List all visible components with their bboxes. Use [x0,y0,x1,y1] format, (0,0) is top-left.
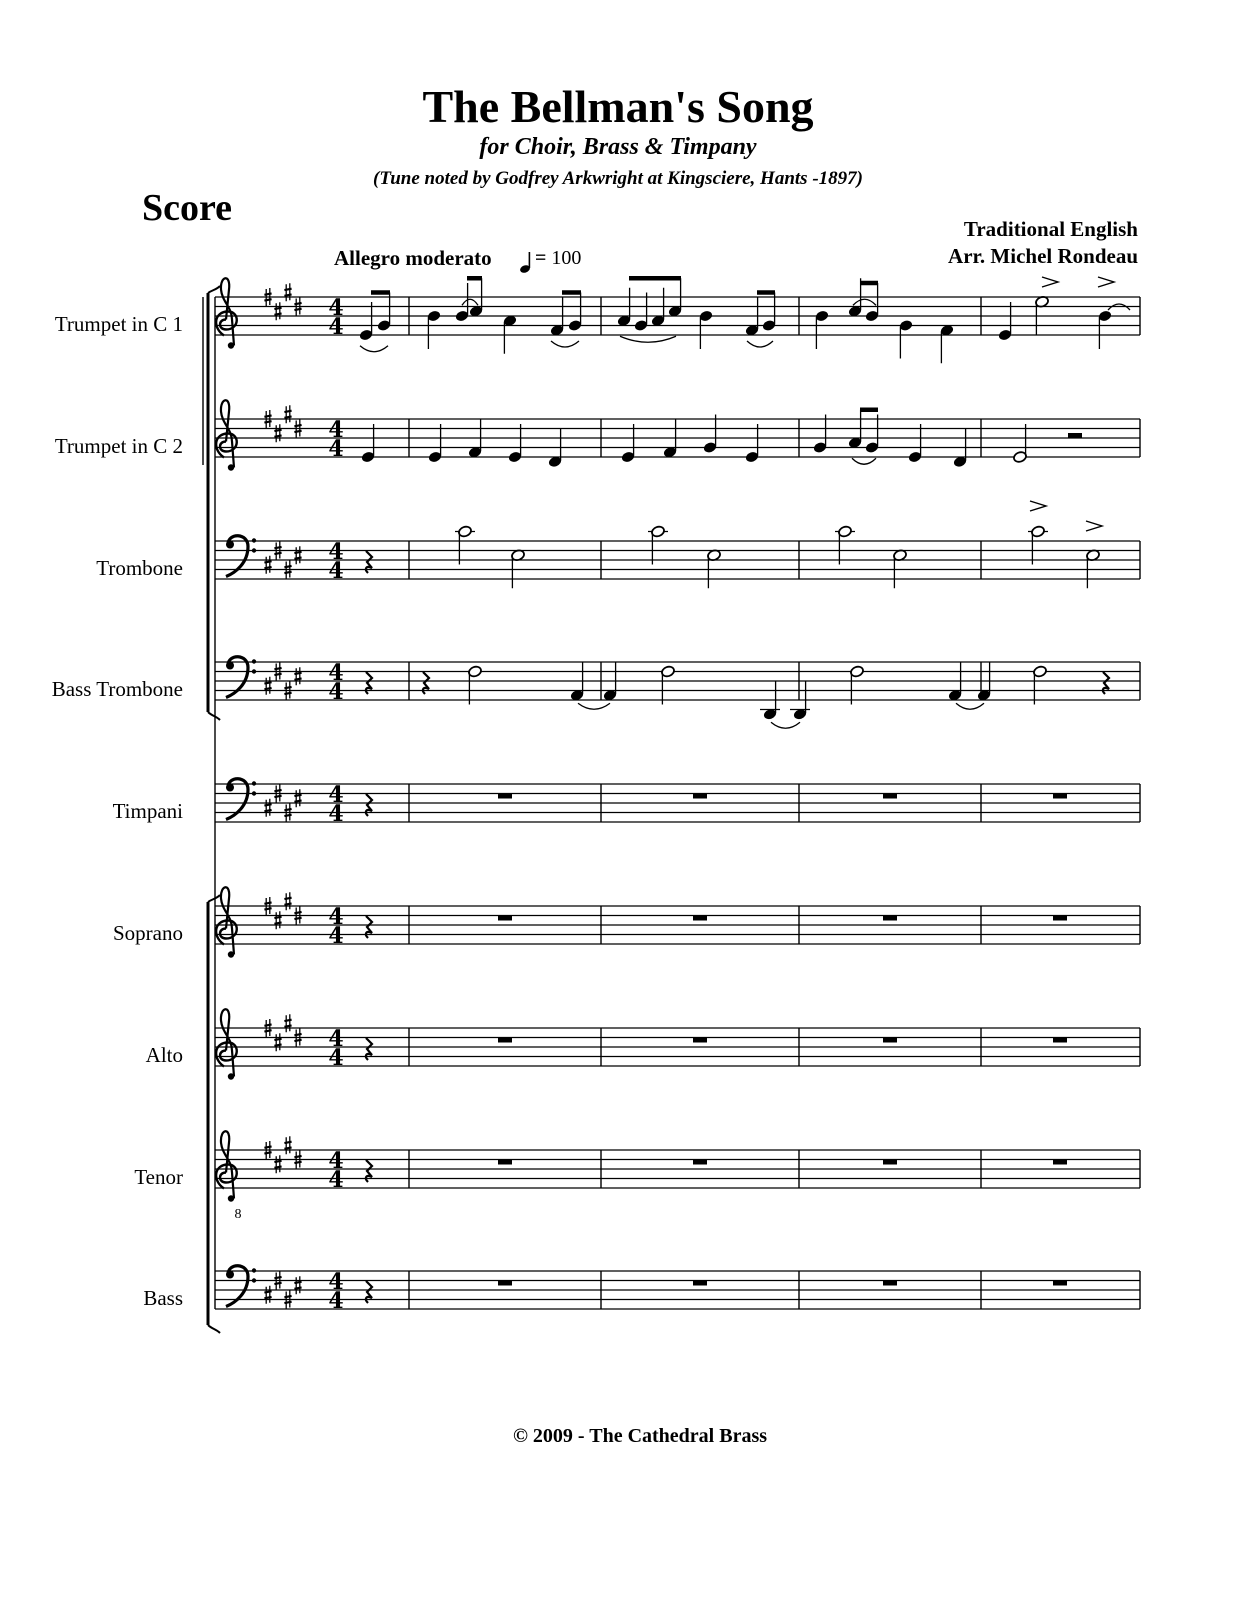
time-signature-top: 4 [328,660,344,686]
accent-mark [1042,277,1058,287]
sharp-icon [264,1286,271,1304]
time-signature-top: 4 [328,1148,344,1174]
bass-clef-icon [226,536,256,577]
tune-note: (Tune noted by Godfrey Arkwright at Kingsciere, Hants -1897) [373,168,863,189]
accent-mark [1098,277,1114,287]
tempo-value: = 100 [535,247,582,269]
copyright: © 2009 - The Cathedral Brass [512,1425,768,1447]
whole-rest-icon [693,1038,707,1043]
treble-clef-icon [216,1131,237,1201]
instrument-label: Trumpet in C 2 [54,434,183,458]
bracket [208,895,220,902]
staff [215,1131,1140,1222]
whole-rest-icon [498,1160,512,1165]
sharp-icon [284,405,291,423]
sharp-icon [264,556,271,574]
time-signature-bottom: 4 [328,1167,344,1193]
time-signature-top: 4 [328,295,344,321]
whole-rest-icon [693,1281,707,1286]
score-label: Score [142,187,233,229]
instrument-label: Bass Trombone [51,677,183,701]
instrument-label: Bass [143,1286,183,1310]
bass-clef-icon [226,1266,256,1307]
whole-rest-icon [498,794,512,799]
whole-rest-icon [883,1038,897,1043]
sharp-icon [284,1014,291,1032]
tempo-marking: Allegro moderato [334,246,492,270]
sharp-icon [294,1276,301,1294]
whole-rest-icon [1053,1160,1067,1165]
score-title: The Bellman's Song [422,81,814,132]
instrument-label: Trombone [96,556,183,580]
whole-rest-icon [693,794,707,799]
score-subtitle: for Choir, Brass & Timpany [479,134,757,160]
accent-mark [1086,521,1102,531]
slur [551,341,579,347]
staff [215,887,1140,957]
arranger: Arr. Michel Rondeau [948,244,1138,268]
whole-rest-icon [1053,794,1067,799]
whole-rest-icon [883,1281,897,1286]
staff [215,1009,1140,1079]
time-signature-bottom: 4 [328,923,344,949]
whole-rest-icon [883,794,897,799]
slur [620,336,676,342]
time-signature-bottom: 4 [328,1045,344,1071]
time-signature-bottom: 4 [328,314,344,340]
bass-clef-icon [226,657,256,698]
whole-rest-icon [498,1281,512,1286]
slur [462,299,478,305]
composer: Traditional English [963,217,1138,241]
instrument-label: Soprano [113,921,183,945]
instrument-label: Tenor [134,1165,183,1189]
slur [853,299,876,305]
treble-clef-icon [216,278,237,348]
sharp-icon [274,424,281,442]
half-rest-icon [1068,433,1082,438]
time-signature-top: 4 [328,417,344,443]
time-signature-bottom: 4 [328,679,344,705]
slur [956,703,984,709]
octave-mark: 8 [234,1207,242,1222]
slur [360,346,388,352]
whole-rest-icon [498,916,512,921]
slur [852,458,876,464]
treble-clef-icon [216,400,237,470]
sharp-icon [294,789,301,807]
time-signature-bottom: 4 [328,436,344,462]
whole-rest-icon [883,916,897,921]
bracket [208,712,220,720]
sharp-icon [284,892,291,910]
sharp-icon [274,302,281,320]
time-signature-top: 4 [328,1269,344,1295]
time-signature-top: 4 [328,782,344,808]
instrument-label: Timpani [112,799,183,823]
sharp-icon [294,546,301,564]
sharp-icon [294,667,301,685]
sharp-icon [264,677,271,695]
staff [215,779,1140,827]
treble-clef-icon [216,887,237,957]
instrument-label: Trumpet in C 1 [54,312,183,336]
whole-rest-icon [498,1038,512,1043]
sharp-icon [274,1155,281,1173]
whole-rest-icon [693,916,707,921]
whole-rest-icon [1053,1281,1067,1286]
sharp-icon [264,799,271,817]
slur [578,703,610,709]
staff [215,1266,1140,1314]
whole-rest-icon [1053,1038,1067,1043]
bass-clef-icon [226,779,256,820]
bracket [208,286,220,293]
time-signature-top: 4 [328,539,344,565]
time-signature-bottom: 4 [328,801,344,827]
whole-rest-icon [883,1160,897,1165]
bracket [208,1325,220,1333]
staff [215,400,1140,470]
sharp-icon [284,283,291,301]
sharp-icon [274,911,281,929]
sharp-icon [284,1136,291,1154]
whole-rest-icon [1053,916,1067,921]
slur [747,341,773,347]
whole-rest-icon [693,1160,707,1165]
sharp-icon [274,1033,281,1051]
instrument-label: Alto [145,1043,183,1067]
treble-clef-icon [216,1009,237,1079]
time-signature-bottom: 4 [328,558,344,584]
staff [215,536,1140,584]
staff [215,657,1140,705]
time-signature-top: 4 [328,1026,344,1052]
slur [771,722,800,728]
accent-mark [1030,501,1046,511]
time-signature-bottom: 4 [328,1288,344,1314]
time-signature-top: 4 [328,904,344,930]
